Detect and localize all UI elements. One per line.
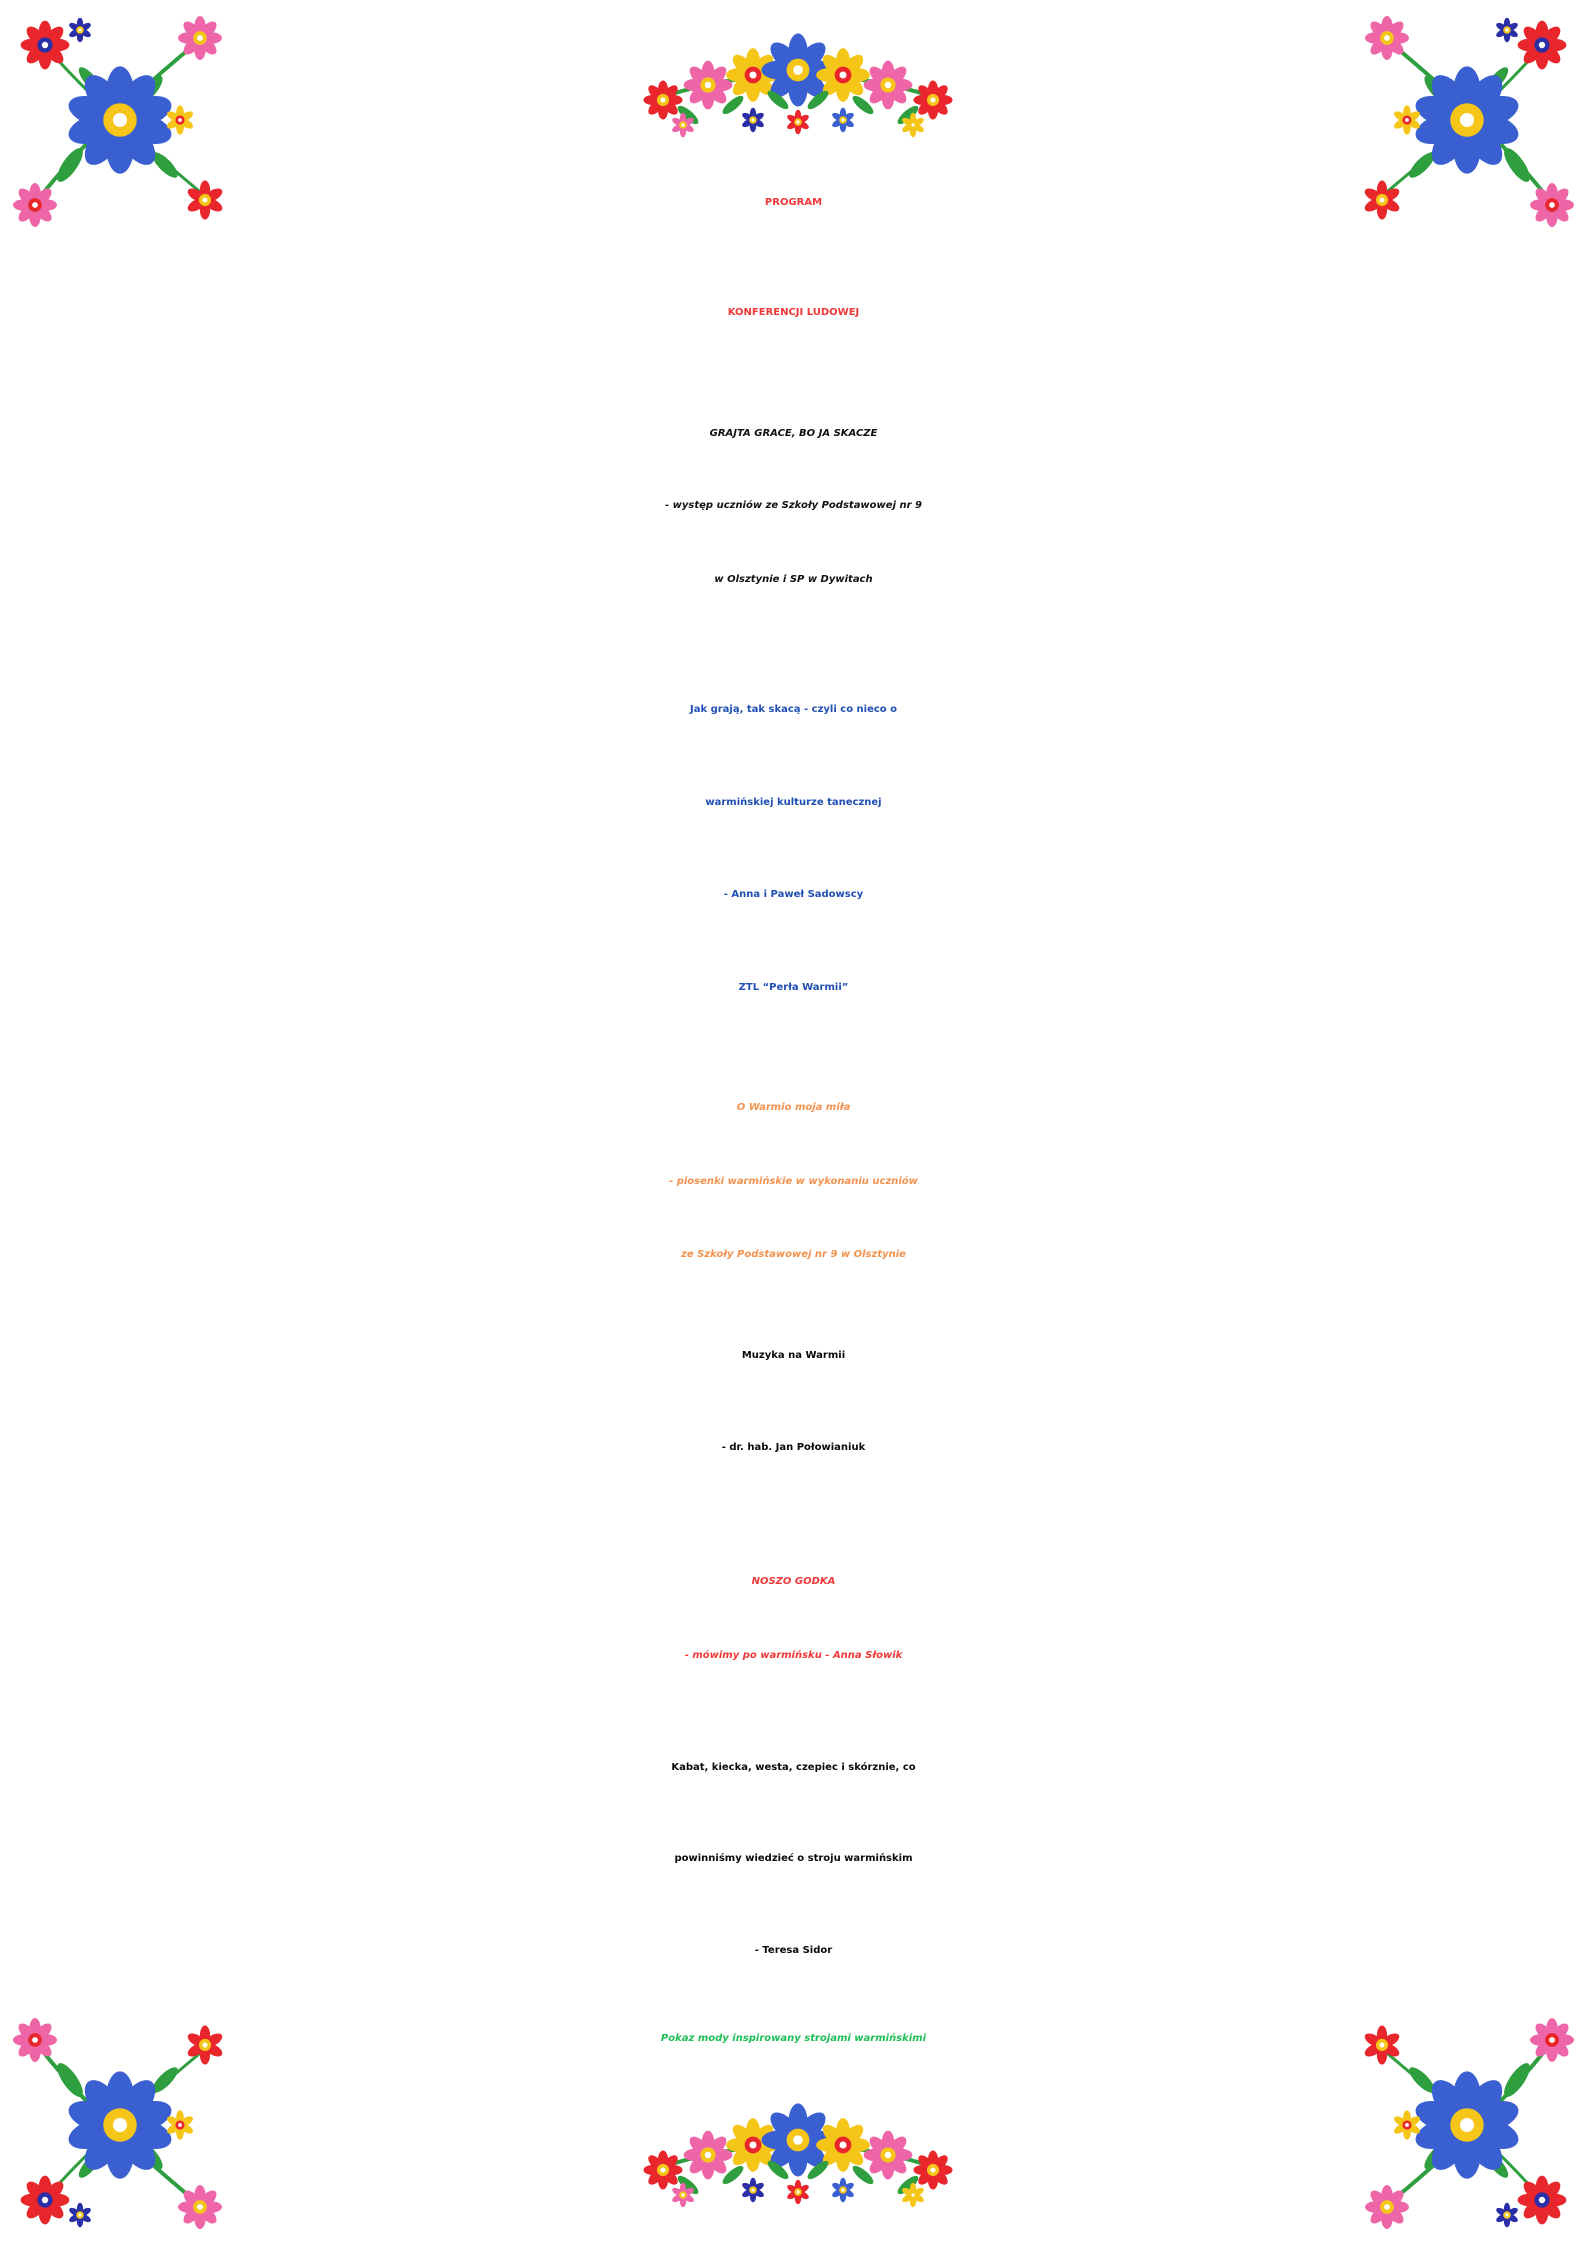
item-5-title: NOSZO GODKA: [751, 1576, 836, 1587]
item-6-line-2: powinniśmy wiedzieć o stroju warmińskim: [674, 1853, 913, 1864]
item-1-title: GRAJTA GRACE, BO JA SKACZE: [709, 428, 878, 439]
item-6-title: Kabat, kiecka, westa, czepiec i skórznie, co: [671, 1762, 916, 1773]
title-line-1: PROGRAM: [764, 197, 823, 208]
item-2-line-4: ZTL “Perła Warmii”: [738, 982, 849, 993]
item-2-line-3: - Anna i Paweł Sadowscy: [723, 889, 864, 900]
title-line-2: KONFERENCJI LUDOWEJ: [727, 307, 860, 318]
item-4-title: Muzyka na Warmii: [741, 1350, 846, 1361]
item-3-line-3: ze Szkoły Podstawowej nr 9 w Olsztynie: [681, 1249, 906, 1260]
item-5-line-2: - mówimy po warmińsku - Anna Słowik: [684, 1650, 903, 1661]
folk-flower-garland-top-icon: [633, 30, 963, 150]
item-4-line-2: - dr. hab. Jan Połowianiuk: [721, 1442, 866, 1453]
item-3-title: O Warmio moja miła: [736, 1102, 851, 1113]
item-7-title: Pokaz mody inspirowany strojami warmińskimi: [660, 2033, 927, 2044]
item-2-line-2: warmińskiej kulturze tanecznej: [705, 797, 882, 808]
folk-flower-garland-bottom-icon: [633, 2100, 963, 2220]
item-1-line-3: w Olsztynie i SP w Dywitach: [714, 574, 873, 585]
item-3-line-2: - piosenki warmińskie w wykonaniu uczniów: [669, 1176, 918, 1187]
item-6-line-3: - Teresa Sidor: [754, 1945, 833, 1956]
item-1-line-2: - występ uczniów ze Szkoły Podstawowej nr 9: [665, 500, 922, 511]
item-2-title: Jak grają, tak skacą - czyli co nieco o: [689, 704, 898, 715]
